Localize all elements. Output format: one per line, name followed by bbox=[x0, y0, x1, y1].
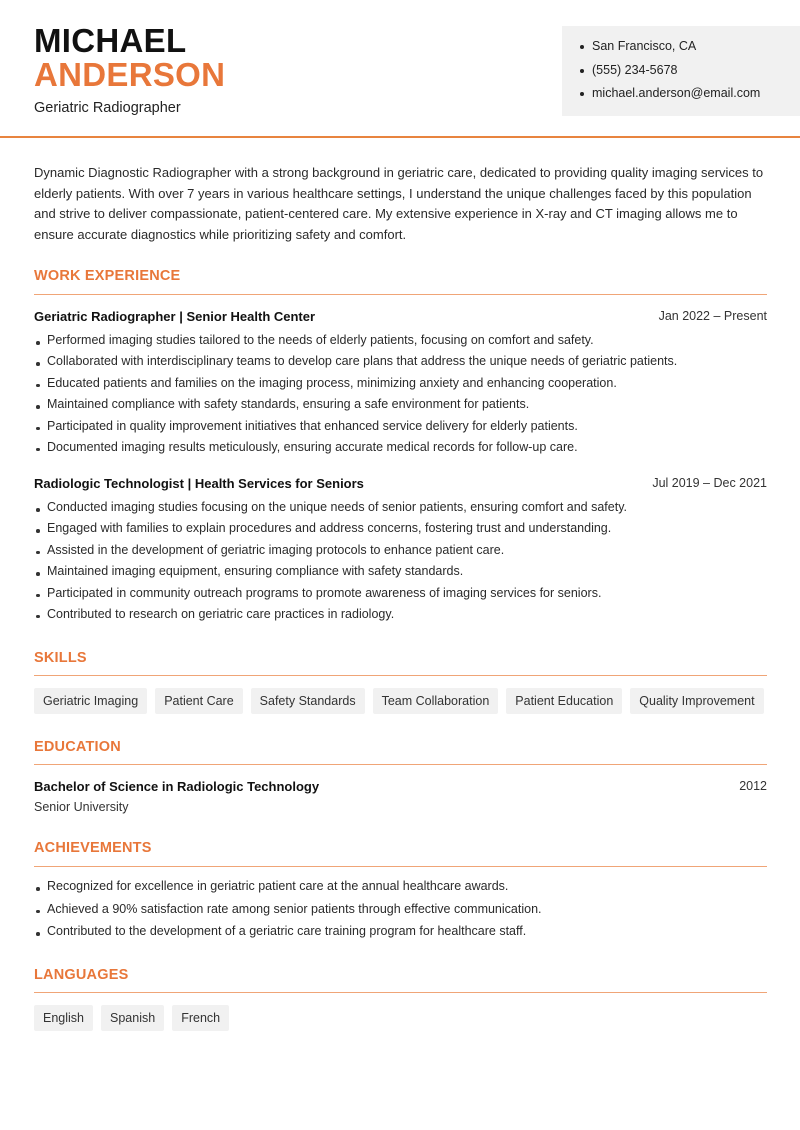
language-tag: French bbox=[172, 1005, 229, 1031]
contact-email[interactable]: michael.anderson@email.com bbox=[580, 85, 800, 109]
languages-divider bbox=[34, 992, 767, 993]
languages-tags bbox=[34, 1005, 229, 1031]
education-year: 2012 bbox=[739, 779, 767, 793]
list-item: Recognized for excellence in geriatric patient care at the annual healthcare awards. bbox=[34, 879, 767, 902]
skill-tag: Safety Standards bbox=[251, 688, 365, 714]
skill-tag: Team Collaboration bbox=[373, 688, 499, 714]
skill-tag: Geriatric Imaging bbox=[34, 688, 147, 714]
skill-tag: Quality Improvement bbox=[630, 688, 763, 714]
education-heading: EDUCATION bbox=[34, 739, 121, 755]
work-experience-heading: WORK EXPERIENCE bbox=[34, 268, 181, 284]
summary: Dynamic Diagnostic Radiographer with a strong background in geriatric care, dedicated to providing quality imaging services to elderly patients. With over 7 years in various healthcare settings, I understand the unique challenges faced by this population and strive to deliver compassionate, patient-centered care. My extensive experience in X-ray and CT imaging allows me to ensure accurate diagnostics while prioritizing safety and comfort. bbox=[34, 165, 764, 243]
achievements-bullets bbox=[34, 879, 767, 947]
contact-phone: (555) 234-5678 bbox=[580, 62, 800, 86]
job-date: Jan 2022 – Present bbox=[658, 309, 767, 323]
list-item: Assisted in the development of geriatric imaging protocols to enhance patient care. bbox=[34, 543, 767, 564]
resume-header bbox=[0, 0, 800, 138]
list-item: Contributed to research on geriatric care practices in radiology. bbox=[34, 607, 767, 628]
list-item: Participated in quality improvement initiatives that enhanced service delivery for elderly patients. bbox=[34, 419, 767, 440]
job-entry-1 bbox=[34, 309, 767, 329]
first-name: MICHAEL bbox=[34, 22, 187, 59]
achievements-heading: ACHIEVEMENTS bbox=[34, 840, 152, 856]
list-item: Participated in community outreach programs to promote awareness of imaging services for seniors. bbox=[34, 586, 767, 607]
contact-location: San Francisco, CA bbox=[580, 38, 800, 62]
work-experience-divider bbox=[34, 294, 767, 295]
list-item: Maintained imaging equipment, ensuring compliance with safety standards. bbox=[34, 564, 767, 585]
list-item: Achieved a 90% satisfaction rate among senior patients through effective communication. bbox=[34, 902, 767, 925]
job-title: Geriatric Radiographer bbox=[34, 100, 181, 116]
skills-tags bbox=[34, 688, 764, 714]
job-2-bullets bbox=[34, 500, 767, 628]
list-item: Educated patients and families on the imaging process, minimizing anxiety and enhancing cooperation. bbox=[34, 376, 767, 397]
skills-divider bbox=[34, 675, 767, 676]
skill-tag: Patient Care bbox=[155, 688, 242, 714]
language-tag: Spanish bbox=[101, 1005, 164, 1031]
languages-heading: LANGUAGES bbox=[34, 967, 129, 983]
skill-tag: Patient Education bbox=[506, 688, 622, 714]
achievements-divider bbox=[34, 866, 767, 867]
education-divider bbox=[34, 764, 767, 765]
job-1-bullets bbox=[34, 333, 767, 461]
job-entry-2 bbox=[34, 476, 767, 496]
education-school: Senior University bbox=[34, 800, 129, 814]
list-item: Performed imaging studies tailored to the needs of elderly patients, focusing on comfort and safety. bbox=[34, 333, 767, 354]
list-item: Contributed to the development of a geriatric care training program for healthcare staff. bbox=[34, 924, 767, 947]
education-degree: Bachelor of Science in Radiologic Technology bbox=[34, 779, 320, 794]
job-role: Radiologic Technologist | Health Services for Seniors bbox=[34, 476, 364, 491]
list-item: Conducted imaging studies focusing on the unique needs of senior patients, ensuring comfort and safety. bbox=[34, 500, 767, 521]
list-item: Documented imaging results meticulously, ensuring accurate medical records for follow-up care. bbox=[34, 440, 767, 461]
job-date: Jul 2019 – Dec 2021 bbox=[652, 476, 767, 490]
list-item: Collaborated with interdisciplinary teams to develop care plans that address the unique needs of geriatric patients. bbox=[34, 354, 767, 375]
job-role: Geriatric Radiographer | Senior Health Center bbox=[34, 309, 316, 324]
skills-heading: SKILLS bbox=[34, 650, 87, 666]
contact-box bbox=[562, 26, 800, 116]
list-item: Engaged with families to explain procedures and address concerns, fostering trust and understanding. bbox=[34, 521, 767, 542]
last-name: ANDERSON bbox=[34, 56, 226, 93]
list-item: Maintained compliance with safety standards, ensuring a safe environment for patients. bbox=[34, 397, 767, 418]
language-tag: English bbox=[34, 1005, 93, 1031]
